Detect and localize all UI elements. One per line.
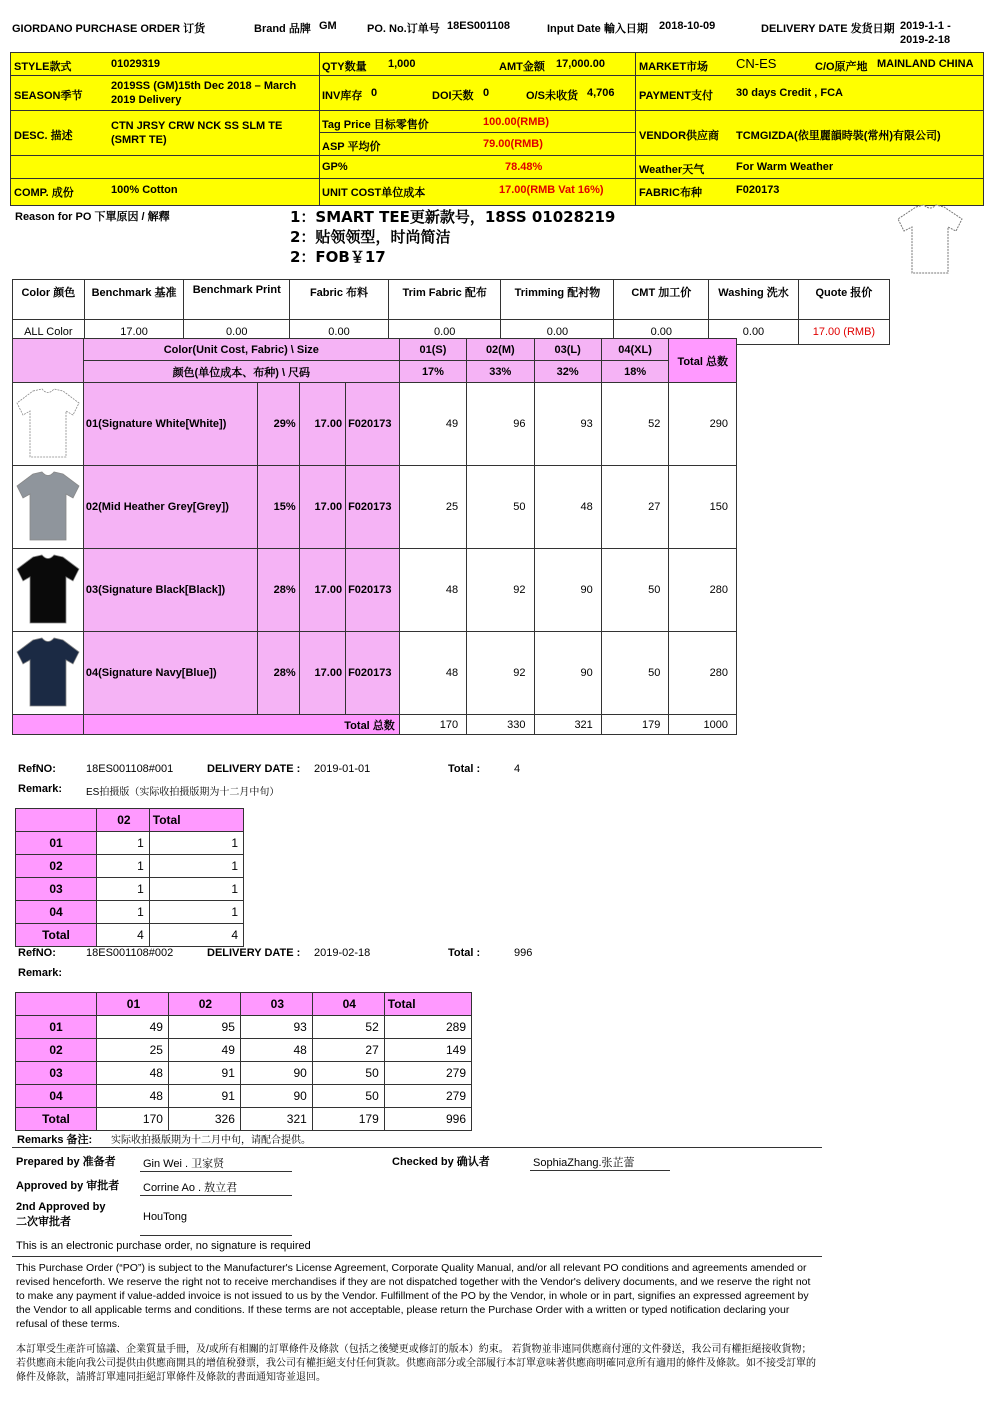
gp-value: 78.48% [505, 161, 543, 173]
delivery1-cell: 4 [149, 924, 243, 947]
delivery2-cell: 289 [384, 1016, 471, 1039]
delivery2-col-header: 01 [97, 993, 169, 1016]
color-pct: 15% [258, 466, 299, 549]
matrix-color-row [13, 466, 737, 549]
delivery2-col-header: 04 [312, 993, 384, 1016]
cost-color: ALL Color [13, 320, 85, 345]
color-pct: 28% [258, 632, 299, 715]
vendor-label: VENDOR供应商 [639, 130, 720, 142]
delivery1-cell: 1 [149, 832, 243, 855]
delivery2-cell: 91 [168, 1062, 240, 1085]
os-value: 4,706 [587, 87, 615, 99]
delivery2-row [16, 1062, 472, 1085]
remarks-text: 实际收拍摄版期为十二月中旬，请配合提供。 [111, 1135, 311, 1146]
cost-header-quote: Quote 报价 [798, 280, 889, 320]
season-line-1: 2019SS (GM)15th Dec 2018 – March [111, 80, 297, 92]
d1-date-label: DELIVERY DATE : [207, 763, 301, 775]
delivery2-cell: 93 [240, 1016, 312, 1039]
color-name: 04(Signature Navy[Blue]) [83, 632, 258, 715]
cost-header-washing: Washing 洗水 [709, 280, 799, 320]
cost-cmt: 0.00 [614, 320, 709, 345]
delivery2-cell: 321 [240, 1108, 312, 1131]
delivery1-cell: 1 [97, 901, 150, 924]
delivery2-cell: 50 [312, 1062, 384, 1085]
cost-header-color: Color 颜色 [13, 280, 85, 320]
tag-price-value: 100.00(RMB) [483, 116, 550, 128]
matrix-image-header [13, 339, 84, 383]
cost-header-benchmark: Benchmark 基准 [84, 280, 184, 320]
d2-remark-label: Remark: [18, 967, 63, 979]
size-header-xl: 04(XL) [601, 339, 669, 361]
inv-value: 0 [371, 87, 378, 99]
delivery2-cell: 48 [97, 1062, 169, 1085]
delivery1-col-header: 02 [97, 809, 150, 832]
asp-value: 79.00(RMB) [483, 138, 543, 150]
desc-label: DESC. 描述 [14, 130, 73, 142]
payment-label: PAYMENT支付 [639, 90, 713, 102]
delivery2-row-label: 02 [16, 1039, 97, 1062]
delivery2-cell: 50 [312, 1085, 384, 1108]
delivery2-row [16, 1016, 472, 1039]
unit-cost-value: 17.00(RMB Vat 16%) [499, 184, 604, 196]
matrix-total-row [13, 715, 737, 735]
cost-washing: 0.00 [709, 320, 799, 345]
matrix-color-row [13, 549, 737, 632]
delivery1-cell: 1 [149, 901, 243, 924]
cost-header-benchmark-print: Benchmark Print [184, 280, 290, 320]
po-info-grid [10, 52, 984, 206]
color-name: 01(Signature White[White]) [83, 383, 258, 466]
color-fabric: F020173 [346, 632, 400, 715]
color-unit-cost: 17.00 [299, 466, 345, 549]
approved2-label-line-1: 2nd Approved by [16, 1201, 106, 1213]
cost-quote: 17.00 (RMB) [798, 320, 889, 345]
qty-label: QTY数量 [322, 61, 367, 73]
color-name: 02(Mid Heather Grey[Grey]) [83, 466, 258, 549]
origin-value: MAINLAND CHINA [877, 58, 974, 70]
size-pct-m: 33% [467, 361, 534, 383]
weather-value: For Warm Weather [736, 161, 834, 173]
row-total: 280 [669, 632, 737, 715]
size-pct-xl: 18% [601, 361, 669, 383]
qty-value: 1,000 [388, 58, 416, 70]
cost-benchmark: 17.00 [84, 320, 184, 345]
delivery2-cell: 25 [97, 1039, 169, 1062]
delivery1-cell: 1 [97, 878, 150, 901]
delivery2-row-label: 01 [16, 1016, 97, 1039]
delivery2-cell: 279 [384, 1085, 471, 1108]
delivery2-cell: 170 [97, 1108, 169, 1131]
prepared-name: Gin Wei . 卫家贤 [143, 1158, 225, 1170]
tag-price-label: Tag Price 目标零售价 [322, 119, 429, 131]
comp-label: COMP. 成份 [14, 187, 74, 199]
color-swatch-image [13, 466, 84, 549]
delivery2-col-header: 03 [240, 993, 312, 1016]
cost-trimming: 0.00 [501, 320, 614, 345]
d1-remark: ES拍摄版（实际收拍摄版期为十二月中旬） [86, 787, 280, 798]
os-label: O/S未收货 [526, 90, 578, 102]
matrix-header-row-2 [13, 361, 737, 383]
d2-ref: 18ES001108#002 [86, 947, 174, 959]
qty-m: 50 [467, 466, 534, 549]
qty-l: 48 [534, 466, 601, 549]
qty-xl: 27 [601, 466, 669, 549]
approved2-name: HouTong [143, 1211, 188, 1223]
delivery1-row [16, 901, 244, 924]
color-name: 03(Signature Black[Black]) [83, 549, 258, 632]
delivery2-cell: 48 [240, 1039, 312, 1062]
approved-name: Corrine Ao . 敖立君 [143, 1182, 238, 1194]
approved2-label-line-2: 二次审批者 [16, 1216, 71, 1228]
matrix-header-en: Color(Unit Cost, Fabric) \ Size [83, 339, 399, 361]
qty-xl: 52 [601, 383, 669, 466]
delivery1-col-header: Total [149, 809, 243, 832]
approved-label: Approved by 审批者 [16, 1180, 120, 1192]
delivery1-row-label: Total [16, 924, 97, 947]
delivery1-table [15, 808, 244, 947]
delivery2-cell: 326 [168, 1108, 240, 1131]
qty-s: 25 [399, 466, 466, 549]
delivery2-cell: 149 [384, 1039, 471, 1062]
input-date-label: Input Date 輸入日期 [547, 23, 648, 35]
reason-label: Reason for PO 下單原因 / 解釋 [15, 211, 170, 223]
reason-line-1: 1：SMART TEE更新款号，18SS 01028219 [290, 208, 616, 226]
delivery1-row-label: 01 [16, 832, 97, 855]
color-swatch-image [13, 549, 84, 632]
color-pct: 28% [258, 549, 299, 632]
color-swatch-image [13, 383, 84, 466]
delivery2-cell: 279 [384, 1062, 471, 1085]
delivery-date-start: 2019-1-1 - [900, 20, 951, 32]
delivery2-cell: 52 [312, 1016, 384, 1039]
color-fabric: F020173 [346, 466, 400, 549]
qty-m: 92 [467, 632, 534, 715]
qty-s: 48 [399, 632, 466, 715]
d1-ref: 18ES001108#001 [86, 763, 174, 775]
delivery1-cell: 1 [149, 855, 243, 878]
delivery2-header-row [16, 993, 472, 1016]
matrix-grand-total: 1000 [669, 715, 737, 735]
unit-cost-label: UNIT COST单位成本 [322, 187, 426, 199]
delivery2-row [16, 1085, 472, 1108]
qty-xl: 50 [601, 549, 669, 632]
season-label: SEASON季节 [14, 90, 83, 102]
desc-line-1: CTN JRSY CRW NCK SS SLM TE [111, 120, 283, 132]
matrix-header-row-1 [13, 339, 737, 361]
matrix-total-xl: 179 [601, 715, 669, 735]
delivery1-header-row [16, 809, 244, 832]
d1-date: 2019-01-01 [314, 763, 371, 775]
color-unit-cost: 17.00 [299, 549, 345, 632]
payment-value: 30 days Credit , FCA [736, 87, 843, 99]
legal-text-cn: 本訂單受生產許可協議、企業質量手冊，及/或所有相關的訂單條件及條款（包括之後變更或修訂的版本）約束。 若貨物並非連同供應商付運的文件發送，我公司有權拒絕接收貨物；若供應商未能向我公司提供由供應商開具的增值稅發票，我公司有權拒絕支付任何貨款。供應商部分或全部履行本訂單意味著供應商明確同意所有適用的條件及條款。如不接受訂單的條件及條款，請將訂單連同拒絕訂單條件及條款的書面通知寄並退回。 [16, 1344, 816, 1383]
qty-l: 93 [534, 383, 601, 466]
delivery2-row-label: Total [16, 1108, 97, 1131]
d1-total-label: Total : [448, 763, 481, 775]
delivery2-row-label: 03 [16, 1062, 97, 1085]
delivery2-cell: 91 [168, 1085, 240, 1108]
market-label: MARKET市场 [639, 61, 709, 73]
row-total: 280 [669, 549, 737, 632]
d1-total: 4 [514, 763, 521, 775]
matrix-total-s: 170 [399, 715, 466, 735]
cost-benchmark-print: 0.00 [184, 320, 290, 345]
delivery2-row-label: 04 [16, 1085, 97, 1108]
delivery2-cell: 48 [97, 1085, 169, 1108]
size-header-l: 03(L) [534, 339, 601, 361]
delivery2-cell: 27 [312, 1039, 384, 1062]
delivery1-row-label: 02 [16, 855, 97, 878]
delivery2-row [16, 1108, 472, 1131]
delivery1-cell: 1 [97, 832, 150, 855]
delivery2-row [16, 1039, 472, 1062]
delivery-date-end: 2019-2-18 [900, 34, 951, 46]
delivery1-row [16, 855, 244, 878]
delivery2-cell: 179 [312, 1108, 384, 1131]
po-number: 18ES001108 [447, 20, 511, 32]
size-pct-s: 17% [399, 361, 466, 383]
color-pct: 29% [258, 383, 299, 466]
gp-label: GP% [322, 161, 348, 173]
delivery2-cell: 996 [384, 1108, 471, 1131]
qty-xl: 50 [601, 632, 669, 715]
style-label: STYLE款式 [14, 61, 72, 73]
color-unit-cost: 17.00 [299, 632, 345, 715]
matrix-total-header: Total 总数 [669, 339, 737, 383]
cost-header-fabric: Fabric 布料 [290, 280, 389, 320]
checked-name: SophiaZhang.张芷蕾 [533, 1157, 635, 1169]
style-sketch-image [894, 203, 966, 275]
cost-header-trim-fabric: Trim Fabric 配布 [388, 280, 500, 320]
cost-breakdown-table [12, 279, 890, 345]
input-date: 2018-10-09 [659, 20, 716, 32]
fabric-value: F020173 [736, 184, 780, 196]
amt-value: 17,000.00 [556, 58, 605, 70]
comp-value: 100% Cotton [111, 184, 178, 196]
weather-label: Weather天气 [639, 164, 705, 176]
reason-line-2: 2：贴领领型，时尚简洁 [290, 228, 451, 246]
d1-remark-label: Remark: [18, 783, 63, 795]
asp-label: ASP 平均价 [322, 141, 381, 153]
delivery1-col-header [16, 809, 97, 832]
style-value: 01029319 [111, 58, 160, 70]
fabric-label: FABRIC布种 [639, 187, 702, 199]
remarks-label: Remarks 备注: [17, 1134, 93, 1146]
matrix-color-row [13, 632, 737, 715]
row-total: 150 [669, 466, 737, 549]
color-unit-cost: 17.00 [299, 383, 345, 466]
document-title: GIORDANO PURCHASE ORDER 订货 [12, 23, 206, 35]
delivery1-cell: 4 [97, 924, 150, 947]
qty-l: 90 [534, 549, 601, 632]
reason-lines [290, 207, 615, 267]
market-value: CN-ES [736, 56, 777, 71]
delivery2-col-header: Total [384, 993, 471, 1016]
doi-value: 0 [483, 87, 490, 99]
size-pct-l: 32% [534, 361, 601, 383]
size-header-m: 02(M) [467, 339, 534, 361]
matrix-total-l: 321 [534, 715, 601, 735]
color-swatch-image [13, 632, 84, 715]
delivery2-cell: 95 [168, 1016, 240, 1039]
matrix-color-row [13, 383, 737, 466]
inv-label: INV库存 [322, 90, 363, 102]
delivery1-row [16, 878, 244, 901]
delivery1-row-label: 04 [16, 901, 97, 924]
delivery2-cell: 90 [240, 1062, 312, 1085]
matrix-header-cn: 颜色(单位成本、布种) \ 尺码 [83, 361, 399, 383]
cost-header-cmt: CMT 加工价 [614, 280, 709, 320]
qty-m: 96 [467, 383, 534, 466]
prepared-label: Prepared by 准备者 [16, 1156, 116, 1168]
matrix-total-m: 330 [467, 715, 534, 735]
delivery1-row [16, 832, 244, 855]
matrix-total-label: Total 总数 [83, 715, 399, 735]
d2-date-label: DELIVERY DATE : [207, 947, 301, 959]
d2-total-label: Total : [448, 947, 481, 959]
delivery2-col-header [16, 993, 97, 1016]
delivery2-cell: 90 [240, 1085, 312, 1108]
qty-s: 49 [399, 383, 466, 466]
cost-fabric: 0.00 [290, 320, 389, 345]
delivery1-cell: 1 [97, 855, 150, 878]
delivery2-cell: 49 [168, 1039, 240, 1062]
delivery1-cell: 1 [149, 878, 243, 901]
origin-label: C/O原产地 [815, 61, 868, 73]
doi-label: DOI天数 [432, 90, 474, 102]
legal-text-en: This Purchase Order (“PO”) is subject to the Manufacturer's License Agreement, Corporate Quality Manual, and/or all relevant PO conditions and agreements amended or revised henceforth. We reserve the right not to receive merchandises if they are not dispatched together with the Vendor's delivery documents, and we reserve the right not to make any payment if value-added invoice is not issued to us by the Vendor. Fulfillment of the PO by the Vendor, in whole or in part, signifies an expressed agreement by the Vendor to all applicable terms and conditions. If these terms are not acceptable, please return the Purchase Order with a written or typed notification declaring your refusal of these terms. [16, 1262, 811, 1330]
brand-value: GM [319, 20, 337, 32]
vendor-value: TCMGIZDA(依里麗韻時裝(常州)有限公司) [736, 130, 941, 142]
qty-s: 48 [399, 549, 466, 632]
qty-l: 90 [534, 632, 601, 715]
d2-ref-label: RefNO: [18, 947, 56, 959]
delivery1-row-label: 03 [16, 878, 97, 901]
size-header-s: 01(S) [399, 339, 466, 361]
delivery2-col-header: 02 [168, 993, 240, 1016]
checked-label: Checked by 确认者 [392, 1156, 490, 1168]
delivery2-cell: 49 [97, 1016, 169, 1039]
d2-date: 2019-02-18 [314, 947, 371, 959]
amt-label: AMT金额 [499, 61, 545, 73]
desc-line-2: (SMRT TE) [111, 134, 167, 146]
d1-ref-label: RefNO: [18, 763, 56, 775]
po-number-label: PO. No.订单号 [367, 23, 440, 35]
d2-total: 996 [514, 947, 533, 959]
delivery-date-label: DELIVERY DATE 发货日期 [761, 23, 895, 35]
cost-header-trimming: Trimming 配衬物 [501, 280, 614, 320]
row-total: 290 [669, 383, 737, 466]
season-line-2: 2019 Delivery [111, 94, 182, 106]
brand-label: Brand 品牌 [254, 23, 311, 35]
delivery2-table [15, 992, 472, 1131]
reason-line-3: 2：FOB￥17 [290, 248, 386, 266]
electronic-notice: This is an electronic purchase order, no signature is required [16, 1240, 311, 1252]
delivery1-row [16, 924, 244, 947]
cost-trim-fabric: 0.00 [388, 320, 500, 345]
color-fabric: F020173 [346, 549, 400, 632]
size-matrix-table [12, 338, 737, 735]
cost-header-row [13, 280, 890, 320]
color-fabric: F020173 [346, 383, 400, 466]
qty-m: 92 [467, 549, 534, 632]
